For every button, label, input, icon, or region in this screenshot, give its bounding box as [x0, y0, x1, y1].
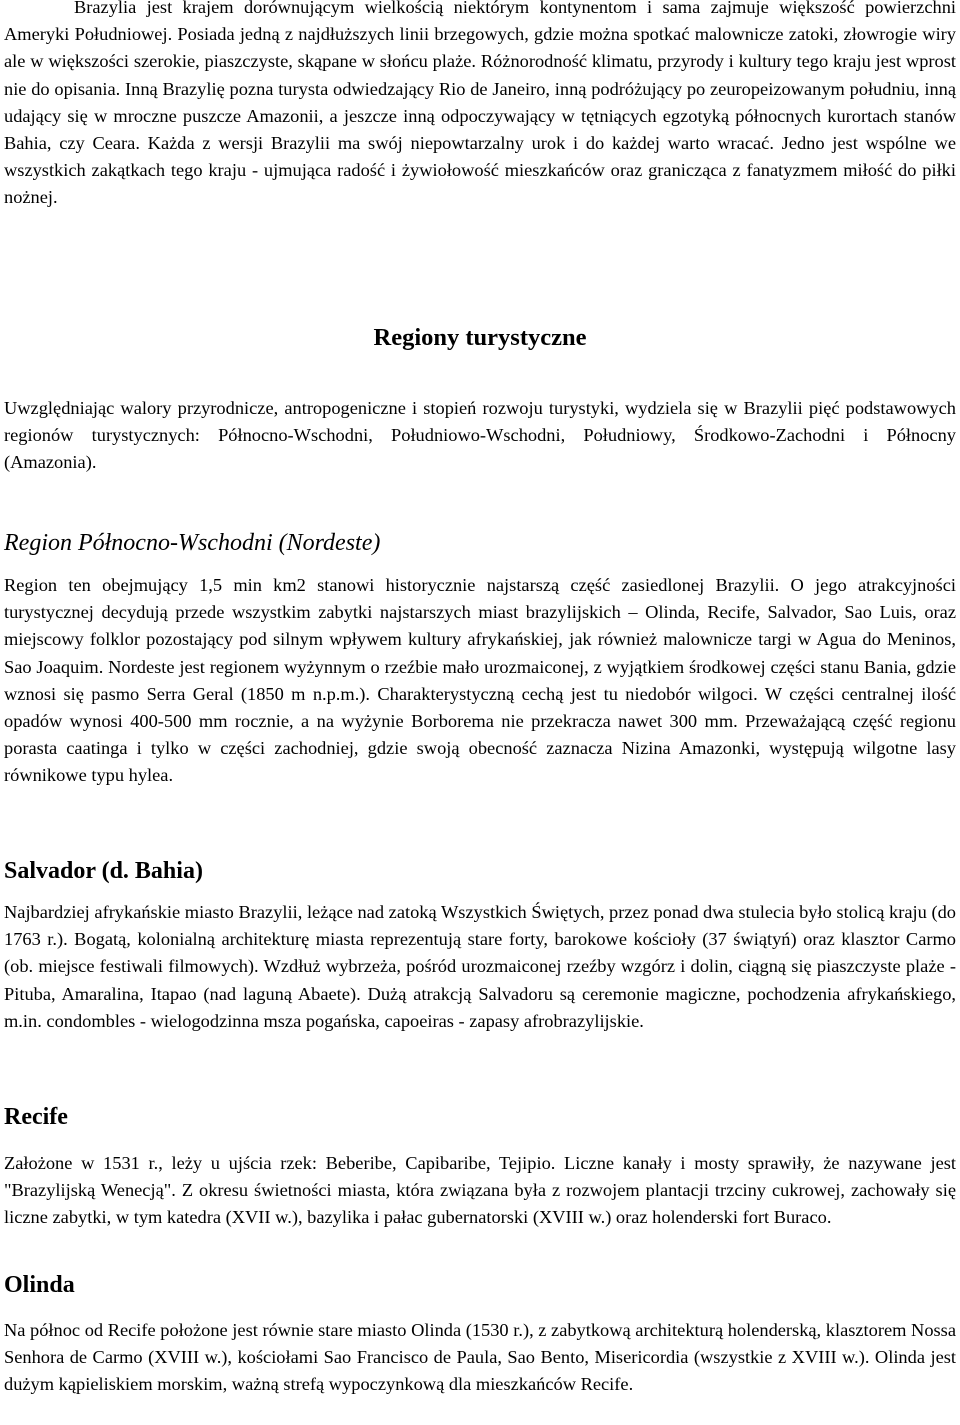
city-paragraph-salvador: Najbardziej afrykańskie miasto Brazylii, leżące nad zatoką Wszystkich Świętych, przez ponad dwa stulecia było stolicą kraju (do 1763 r.). Bogatą, kolonialną architekturę miasta reprezentują stare forty, barokowe kościoły (37 świątyń) oraz klasztor Carmo (ob. miejsce festiwali filmowych). Wzdłuż wybrzeża, pośród urozmaiconej rzeźby wzgórz i dolin, ciągną się piaszczyste plaże - Pituba, Amaralina, Itapao (nad laguną Abaete). Dużą atrakcją Salvadoru są ceremonie magiczne, pochodzenia afrykańskiego, m.in. condombles - wielogodzinna msza pogańska, capoeiras - zapasy afrobrazylijskie. — [4, 902, 956, 1031]
region-paragraph: Region ten obejmujący 1,5 min km2 stanowi historycznie najstarszą część zasiedlonej Brazylii. O jego atrakcyjności turystycznej decydują przede wszystkim zabytki najstarszych miast brazylijskich – Olinda, Recife, Salvador, Sao Luis, oraz miejscowy folklor pozostający pod silnym wpływem kultury afrykańskiej, jak również malownicze targi w Agua do Meninos, Sao Joaquim. Nordeste jest regionem wyżynnym o rzeźbie mało urozmaiconej, z wyjątkiem środkowej części stanu Bania, gdzie wznosi się pasmo Serra Geral (1850 m n.p.m.). Charakterystyczną cechą jest tu niedobór wilgoci. W części centralnej ilość opadów wynosi 400-500 mm rocznie, a na wyżynie Borborema nie przekracza nawet 300 mm. Przeważającą część regionu porasta caatinga i tylko w części zachodniej, gdzie swoją obecność zaznacza Nizina Amazonki, występują wilgotne lasy równikowe typu hylea. — [4, 575, 956, 786]
city-paragraph-recife: Założone w 1531 r., leży u ujścia rzek: Beberibe, Capibaribe, Tejipio. Liczne kanały i mosty sprawiły, że nazywane jest "Brazylijską Wenecją". Z okresu świetności miasta, która związana była z rozwojem plantacji trzciny cukrowej, zachowały się liczne zabytki, w tym katedra (XVII w.), bazylika i pałac gubernatorski (XVIII w.) oraz holenderski fort Buraco. — [4, 1153, 956, 1228]
city-heading-recife: Recife — [4, 1104, 68, 1130]
city-heading-salvador: Salvador (d. Bahia) — [4, 858, 203, 884]
region-heading: Region Północno-Wschodni (Nordeste) — [4, 530, 381, 556]
city-heading-olinda: Olinda — [4, 1272, 75, 1298]
intro-paragraph: Brazylia jest krajem dorównującym wielkością niektórym kontynentom i sama zajmuje większość powierzchni Ameryki Południowej. Posiada jedną z najdłuższych linii brzegowych, gdzie można spotkać malownicze zatoki, złowrogie wiry ale w większości szerokie, piaszczyste, skąpane w słońcu plaże. Różnorodność klimatu, przyrody i kultury tego kraju jest wprost nie do opisania. Inną Brazylię pozna turysta odwiedzający Rio de Janeiro, inną podróżujący po zeuropeizowanym południu, inną udający się w mroczne puszcze Amazonii, a jeszcze inną odpoczywający w tętniących egzotyką północnych kurortach stanów Bahia, czy Ceara. Każda z wersji Brazylii ma swój niepowtarzalny urok i do każdej warto wracać. Jedno jest wspólne we wszystkich zakątkach tego kraju - ujmująca radość i żywiołowość mieszkańców oraz granicząca z fanatyzmem miłość do piłki nożnej. — [4, 0, 956, 208]
regions-paragraph: Uwzględniając walory przyrodnicze, antropogeniczne i stopień rozwoju turystyki, wydziela się w Brazylii pięć podstawowych regionów turystycznych: Północno-Wschodni, Południowo-Wschodni, Południowy, Środkowo-Zachodni i Północny (Amazonia). — [4, 398, 956, 473]
main-heading: Regiony turystyczne — [373, 324, 587, 351]
city-paragraph-olinda: Na północ od Recife położone jest równie stare miasto Olinda (1530 r.), z zabytkową architekturą holenderską, klasztorem Nossa Senhora de Carmo (XVIII w.), kościołami Sao Francisco de Paula, Sao Bento, Misericordia (wszystkie z XVIII w.). Olinda jest dużym kąpieliskiem morskim, ważną strefą wypoczynkową dla mieszkańców Recife. — [4, 1320, 956, 1395]
